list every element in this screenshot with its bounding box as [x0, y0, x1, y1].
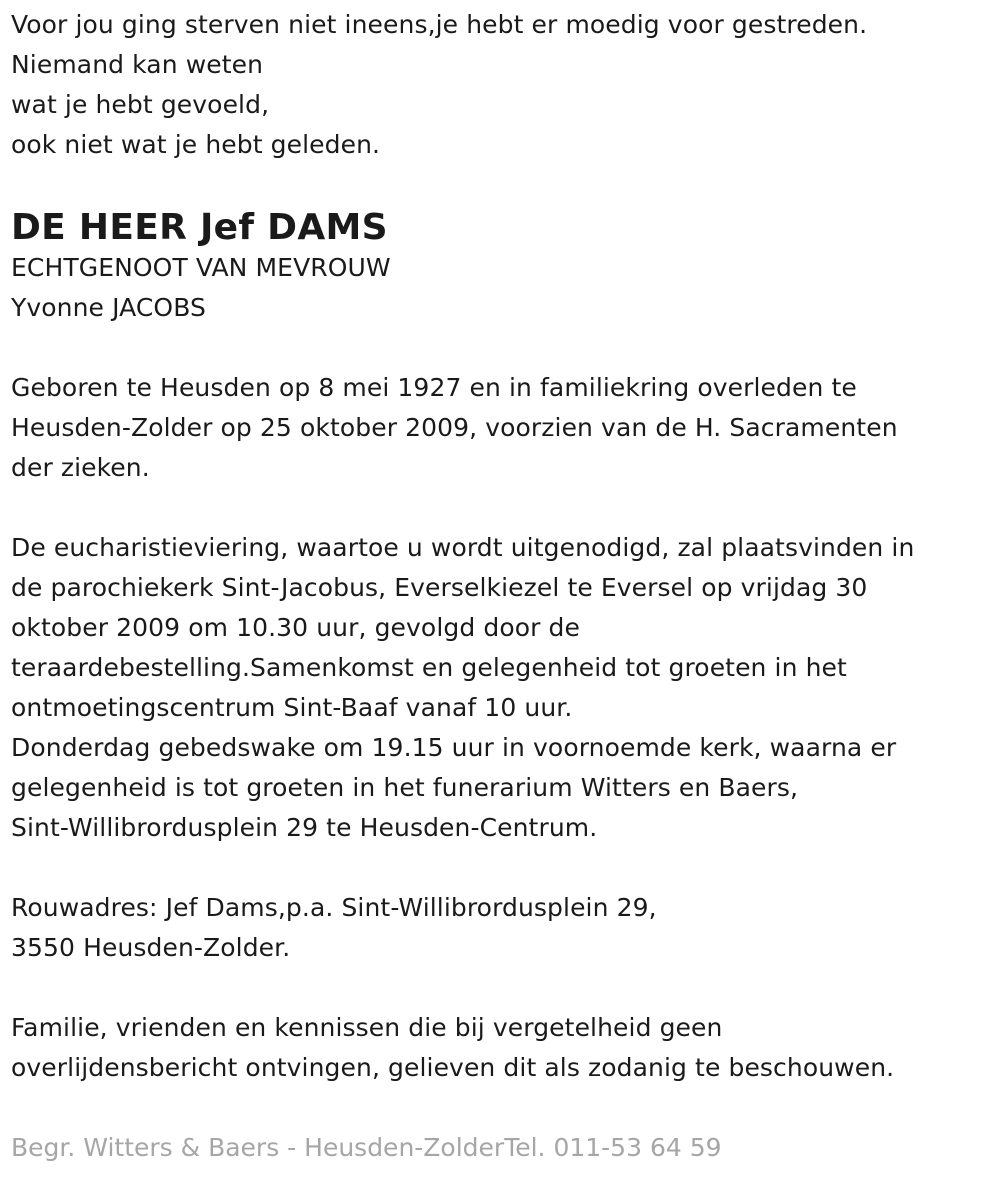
paragraph-line: Geboren te Heusden op 8 mei 1927 en in familiekring overleden te — [11, 373, 857, 402]
birth-death-paragraph — [11, 368, 986, 488]
paragraph-line: overlijdensbericht ontvingen, gelieven dit als zodanig te beschouwen. — [11, 1053, 895, 1082]
spouse-label: ECHTGENOOT VAN MEVROUW — [11, 253, 391, 282]
spacer — [11, 968, 986, 1008]
paragraph-line: de parochiekerk Sint-Jacobus, Everselkiezel te Eversel op vrijdag 30 — [11, 573, 868, 602]
paragraph-line: ontmoetingscentrum Sint-Baaf vanaf 10 uur. — [11, 693, 573, 722]
mourning-address — [11, 888, 986, 968]
paragraph-line: De eucharistieviering, waartoe u wordt uitgenodigd, zal plaatsvinden in — [11, 533, 915, 562]
notice-paragraph — [11, 1008, 986, 1088]
paragraph-line: Heusden-Zolder op 25 oktober 2009, voorzien van de H. Sacramenten — [11, 413, 898, 442]
address-line: 3550 Heusden-Zolder. — [11, 933, 291, 962]
poem-line: ook niet wat je hebt geleden. — [11, 130, 381, 159]
ceremony-paragraph — [11, 528, 986, 848]
poem-line: Voor jou ging sterven niet ineens,je hebt er moedig voor gestreden. — [11, 10, 868, 39]
obituary-notice — [11, 0, 986, 1168]
poem-block — [11, 5, 986, 165]
paragraph-line: Sint-Willibrordusplein 29 te Heusden-Centrum. — [11, 813, 598, 842]
paragraph-line: oktober 2009 om 10.30 uur, gevolgd door de — [11, 613, 580, 642]
poem-line: Niemand kan weten — [11, 50, 264, 79]
spacer — [11, 848, 986, 888]
address-line: Rouwadres: Jef Dams,p.a. Sint-Willibrordusplein 29, — [11, 893, 657, 922]
spacer — [11, 488, 986, 528]
deceased-name-title: DE HEER Jef DAMS — [11, 207, 388, 248]
paragraph-line: teraardebestelling.Samenkomst en gelegenheid tot groeten in het — [11, 653, 847, 682]
funeral-home-footer: Begr. Witters & Baers - Heusden-ZolderTel. 011-53 64 59 — [11, 1133, 722, 1162]
paragraph-line: Familie, vrienden en kennissen die bij vergetelheid geen — [11, 1013, 723, 1042]
poem-line: wat je hebt gevoeld, — [11, 90, 270, 119]
paragraph-line: der zieken. — [11, 453, 150, 482]
spacer — [11, 328, 986, 368]
paragraph-line: Donderdag gebedswake om 19.15 uur in voornoemde kerk, waarna er — [11, 733, 897, 762]
spouse-name: Yvonne JACOBS — [11, 293, 206, 322]
paragraph-line: gelegenheid is tot groeten in het funerarium Witters en Baers, — [11, 773, 799, 802]
